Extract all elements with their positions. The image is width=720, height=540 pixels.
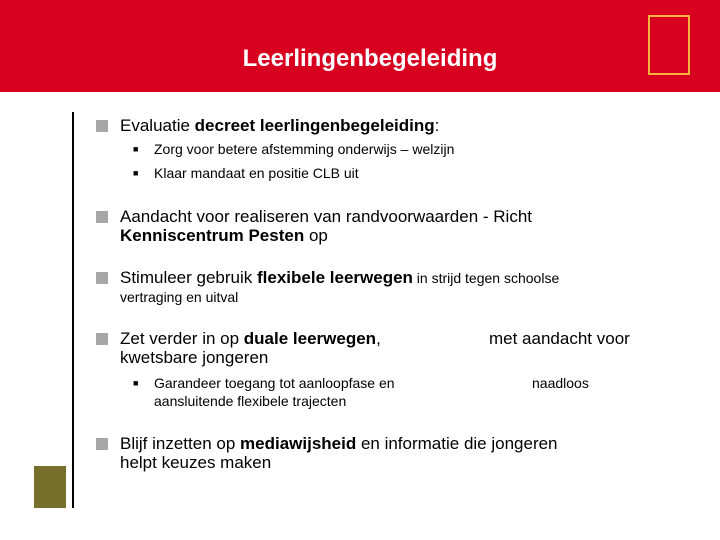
bullet-4-bold: duale leerwegen	[243, 329, 377, 348]
decorative-olive-square	[34, 466, 66, 508]
bullet-4-line-2: kwetsbare jongeren	[120, 348, 269, 367]
bullet-square-icon	[96, 438, 108, 450]
bullet-2-line-1: Aandacht voor realiseren van randvoorwaarden - Richt	[120, 207, 533, 226]
bullet-square-icon	[96, 272, 108, 284]
bullet-3-line-1	[120, 268, 559, 288]
bullet-5-post: en informatie die jongeren	[356, 434, 558, 453]
bullet-5-line-1	[120, 434, 558, 454]
bullet-4-sub-1b: naadloos	[532, 375, 589, 391]
bullet-1-post: :	[434, 116, 440, 135]
bullet-2-post: op	[304, 226, 328, 245]
bullet-1-bold: decreet leerlingenbegeleiding	[194, 116, 435, 135]
bullet-5-line-2: helpt keuzes maken	[120, 453, 272, 472]
bullet-1-sub-2: Klaar mandaat en positie CLB uit	[154, 165, 359, 181]
bullet-4-sub-1c: aansluitende flexibele trajecten	[154, 393, 347, 409]
bullet-2-bold: Kenniscentrum Pesten	[120, 226, 305, 245]
bullet-4-pre: Zet verder in op	[120, 329, 244, 348]
vertical-divider-line	[72, 112, 74, 508]
bullet-3-line-2: vertraging en uitval	[120, 289, 239, 305]
bullet-3-bold: flexibele leerwegen	[257, 268, 413, 287]
bullet-2-line-2	[120, 226, 328, 246]
bullet-1-sub-1: Zorg voor betere afstemming onderwijs – welzijn	[154, 141, 455, 157]
bullet-3-post: in strijd tegen schoolse	[412, 270, 560, 286]
slide-title: Leerlingenbegeleiding	[242, 45, 498, 72]
bullet-square-icon	[96, 211, 108, 223]
bullet-5-pre: Blijf inzetten op	[120, 434, 241, 453]
bullet-5-bold: mediawijsheid	[240, 434, 357, 453]
bullet-1-pre: Evaluatie	[120, 116, 195, 135]
sub-bullet-square-icon: ■	[133, 168, 139, 178]
decorative-outline-square	[648, 15, 690, 75]
bullet-square-icon	[96, 120, 108, 132]
bullet-4-post: ,	[376, 329, 381, 348]
bullet-4-line-1	[120, 329, 381, 349]
sub-bullet-square-icon: ■	[133, 144, 139, 154]
bullet-4-sub-1a: Garandeer toegang tot aanloopfase en	[154, 375, 395, 391]
bullet-4-right: met aandacht voor	[489, 329, 630, 348]
bullet-3-pre: Stimuleer gebruik	[120, 268, 258, 287]
sub-bullet-square-icon: ■	[133, 378, 139, 388]
bullet-1-text	[120, 116, 439, 136]
bullet-square-icon	[96, 333, 108, 345]
